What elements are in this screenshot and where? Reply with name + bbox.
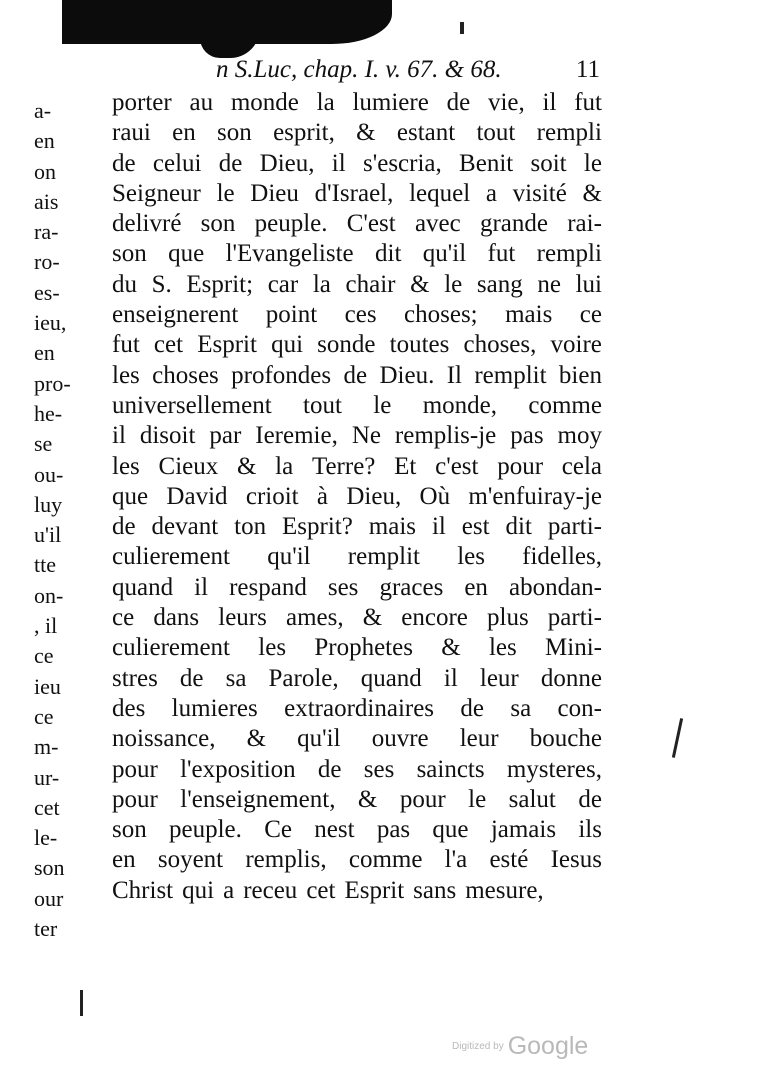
text-word: remplis-je bbox=[394, 422, 497, 450]
text-word: Seigneur bbox=[112, 179, 201, 207]
text-word: David bbox=[166, 482, 228, 510]
text-word: stres bbox=[112, 664, 158, 692]
text-word: par bbox=[209, 422, 242, 450]
text-word: fut bbox=[112, 331, 140, 359]
text-word: son bbox=[217, 119, 252, 147]
margin-fragment: son bbox=[34, 855, 65, 881]
text-word: qu'il bbox=[422, 240, 467, 268]
text-word: moy bbox=[557, 422, 602, 450]
stray-mark bbox=[672, 718, 683, 758]
text-word: point bbox=[265, 301, 318, 329]
text-word: & bbox=[246, 725, 267, 753]
text-word: abondan- bbox=[508, 573, 602, 601]
text-word: esprit, bbox=[273, 119, 335, 147]
text-word: en bbox=[172, 119, 196, 147]
text-word: ces bbox=[344, 301, 377, 329]
text-word: lumieres bbox=[171, 694, 258, 722]
text-word: mais bbox=[505, 301, 553, 329]
text-word: les bbox=[112, 361, 140, 389]
text-word: culierement bbox=[112, 634, 230, 662]
margin-fragment: he- bbox=[34, 400, 63, 426]
text-word: Dieu. bbox=[379, 361, 435, 389]
text-word: de bbox=[578, 785, 602, 813]
text-word: delivré bbox=[112, 210, 182, 238]
text-line bbox=[112, 603, 602, 633]
text-word: son bbox=[112, 240, 147, 268]
text-word: des bbox=[112, 694, 146, 722]
text-line bbox=[112, 239, 602, 269]
text-word: & bbox=[357, 785, 378, 813]
margin-fragment: u'il bbox=[34, 522, 62, 548]
text-line bbox=[112, 785, 602, 815]
text-word: Mini- bbox=[545, 634, 602, 662]
text-word: soit bbox=[530, 149, 567, 177]
margin-fragment: ce bbox=[34, 643, 54, 669]
text-line bbox=[112, 391, 602, 421]
text-word: à bbox=[316, 482, 329, 510]
text-word: leurs bbox=[218, 604, 267, 632]
text-word: il bbox=[112, 422, 126, 450]
text-word: comme bbox=[348, 846, 423, 874]
text-word: dans bbox=[153, 604, 200, 632]
text-word: plus bbox=[487, 604, 529, 632]
text-word: de bbox=[112, 513, 136, 541]
margin-fragment: m- bbox=[34, 734, 59, 760]
text-word: qui bbox=[271, 331, 304, 359]
text-word: ton bbox=[234, 513, 267, 541]
text-word: la bbox=[316, 89, 335, 116]
text-word: receu bbox=[243, 876, 298, 904]
text-word: il bbox=[194, 573, 209, 601]
text-line bbox=[112, 209, 602, 239]
text-word: Il bbox=[446, 361, 462, 389]
text-word: Cieux bbox=[158, 452, 219, 480]
text-word: respand bbox=[229, 573, 307, 601]
text-word: quand bbox=[112, 573, 174, 601]
text-word: & bbox=[356, 119, 376, 147]
text-line bbox=[112, 88, 602, 118]
text-word: Esprit; bbox=[186, 270, 254, 298]
text-word: extraordinaires bbox=[284, 694, 435, 722]
margin-fragment: a- bbox=[34, 98, 52, 123]
text-word: esté bbox=[489, 846, 529, 874]
text-line bbox=[112, 542, 602, 572]
text-word: Dieu bbox=[250, 179, 299, 207]
text-word: la bbox=[275, 452, 294, 480]
text-word: monde bbox=[230, 89, 299, 116]
text-word: lequel bbox=[409, 179, 471, 207]
text-word: bouche bbox=[529, 725, 602, 753]
text-line bbox=[112, 755, 602, 785]
text-line bbox=[112, 149, 602, 179]
text-word: Terre? bbox=[311, 452, 376, 480]
text-word: cela bbox=[561, 452, 602, 480]
text-word: remplit bbox=[347, 543, 420, 571]
text-word: Benit bbox=[459, 149, 514, 177]
text-word: culierement bbox=[112, 543, 230, 571]
text-word: Ne bbox=[351, 422, 381, 450]
text-word: rempli bbox=[536, 240, 602, 268]
text-word: ames, bbox=[285, 604, 344, 632]
digitized-watermark bbox=[452, 1032, 588, 1061]
text-line bbox=[112, 330, 602, 360]
text-word: leur bbox=[479, 664, 519, 692]
text-word: Esprit bbox=[344, 876, 405, 904]
text-word: Ieremie, bbox=[255, 422, 338, 450]
text-word: ouvre bbox=[371, 725, 429, 753]
text-word: Ce bbox=[264, 816, 292, 844]
text-word: S. bbox=[151, 270, 172, 298]
margin-fragment: cet bbox=[34, 794, 60, 820]
text-word: monde, bbox=[422, 391, 497, 419]
watermark-prefix: Digitized by bbox=[452, 1041, 504, 1052]
text-word: les bbox=[258, 634, 287, 662]
margin-fragment: on bbox=[34, 158, 56, 184]
text-word: Prophetes bbox=[314, 634, 413, 662]
text-word: Christ bbox=[112, 876, 174, 904]
margin-fragment: on- bbox=[34, 582, 64, 608]
text-word: disoit bbox=[139, 422, 196, 450]
margin-fragment: luy bbox=[34, 491, 63, 517]
text-word: l'a bbox=[444, 846, 468, 874]
text-word: que bbox=[432, 816, 469, 844]
text-line bbox=[112, 300, 602, 330]
margin-fragment: ter bbox=[34, 916, 58, 942]
text-word: peuple. bbox=[254, 210, 328, 238]
text-word: il bbox=[443, 664, 458, 692]
text-word: ne bbox=[537, 270, 561, 298]
text-word: qu'il bbox=[297, 725, 341, 753]
text-word: & bbox=[410, 270, 430, 298]
text-word: Esprit? bbox=[282, 513, 353, 541]
text-word: jamais bbox=[490, 816, 557, 844]
text-word: noissance, bbox=[112, 725, 216, 753]
text-word: salut bbox=[508, 785, 556, 813]
text-word: bien bbox=[558, 361, 602, 389]
text-word: le bbox=[373, 391, 392, 419]
text-word: enseignerent bbox=[112, 301, 239, 329]
text-word: pas bbox=[376, 816, 411, 844]
margin-fragment: en bbox=[34, 340, 55, 366]
text-word: a bbox=[485, 179, 497, 207]
text-word: est bbox=[461, 513, 490, 541]
text-word: donne bbox=[540, 664, 602, 692]
text-word: fut bbox=[574, 89, 602, 116]
text-word: de bbox=[317, 755, 342, 783]
text-word: profondes bbox=[231, 361, 332, 389]
text-word: le bbox=[468, 785, 487, 813]
text-word: ce bbox=[112, 604, 135, 632]
margin-fragment: ieu, bbox=[34, 310, 67, 336]
margin-fragment: se bbox=[34, 431, 53, 457]
text-line bbox=[112, 118, 602, 148]
text-word: avec bbox=[414, 210, 461, 238]
text-word: crioit bbox=[245, 482, 299, 510]
margin-fragment: ra- bbox=[34, 219, 59, 245]
text-word: ses bbox=[327, 573, 359, 601]
text-word: graces bbox=[379, 573, 444, 601]
text-word: mesure, bbox=[465, 876, 544, 904]
text-word: rai- bbox=[567, 210, 602, 238]
text-line bbox=[112, 694, 602, 724]
margin-fragment: es- bbox=[34, 279, 60, 305]
text-word: porter bbox=[112, 89, 172, 116]
text-word: de bbox=[343, 361, 368, 389]
text-word: le bbox=[583, 149, 602, 177]
text-word: Et bbox=[394, 452, 417, 480]
text-line bbox=[112, 876, 602, 906]
margin-fragment: le- bbox=[34, 825, 58, 851]
text-word: raui bbox=[112, 119, 151, 147]
text-word: cet bbox=[153, 331, 184, 359]
text-word: de bbox=[218, 149, 243, 177]
main-text-block bbox=[112, 88, 602, 906]
text-word: remplit bbox=[474, 361, 547, 389]
text-word: pas bbox=[510, 422, 544, 450]
text-word: les bbox=[488, 634, 517, 662]
text-word: dit bbox=[375, 240, 402, 268]
text-word: cet bbox=[306, 876, 336, 904]
text-word: sang bbox=[476, 270, 523, 298]
text-word: & bbox=[582, 179, 602, 207]
text-word: mysteres, bbox=[506, 755, 602, 783]
margin-fragment: our bbox=[34, 885, 64, 911]
text-word: comme bbox=[528, 391, 602, 419]
text-word: de bbox=[179, 664, 204, 692]
text-word: choses; bbox=[404, 301, 478, 329]
text-line bbox=[112, 421, 602, 451]
text-word: mais bbox=[368, 513, 416, 541]
text-word: qu'il bbox=[267, 543, 311, 571]
text-word: les bbox=[112, 452, 140, 480]
text-word: soyent bbox=[157, 846, 224, 874]
text-word: sa bbox=[225, 664, 247, 692]
text-word: fut bbox=[487, 240, 516, 268]
margin-fragment: ieu bbox=[34, 673, 61, 699]
left-margin-bleed bbox=[34, 96, 74, 944]
text-word: C'est bbox=[346, 210, 396, 238]
text-word: il bbox=[331, 149, 346, 177]
text-word: & bbox=[441, 634, 461, 662]
text-word: quand bbox=[360, 664, 422, 692]
text-line bbox=[112, 512, 602, 542]
text-word: Iesus bbox=[550, 846, 602, 874]
text-word: sonde bbox=[317, 331, 376, 359]
text-word: de bbox=[460, 694, 484, 722]
text-word: sa bbox=[510, 694, 532, 722]
text-word: pour bbox=[112, 755, 158, 783]
text-word: les bbox=[457, 543, 485, 571]
text-word: s'escria, bbox=[362, 149, 442, 177]
running-title: n S.Luc, chap. I. v. 67. & 68. bbox=[216, 56, 502, 83]
text-line bbox=[112, 270, 602, 300]
text-line bbox=[112, 845, 602, 875]
text-line bbox=[112, 452, 602, 482]
text-word: devant bbox=[151, 513, 219, 541]
margin-fragment: ou- bbox=[34, 461, 64, 487]
text-word: universellement bbox=[112, 391, 272, 419]
text-word: qui bbox=[182, 876, 215, 904]
text-word: estant bbox=[396, 119, 456, 147]
text-word: de bbox=[446, 89, 471, 116]
margin-fragment: ce bbox=[34, 703, 54, 729]
text-word: Parole, bbox=[268, 664, 339, 692]
text-word: dit bbox=[505, 513, 532, 541]
text-word: saincts bbox=[416, 755, 485, 783]
text-word: vie, bbox=[487, 89, 525, 116]
text-word: pour bbox=[112, 785, 158, 813]
text-word: c'est bbox=[435, 452, 479, 480]
text-line bbox=[112, 482, 602, 512]
text-word: m'enfuiray-je bbox=[468, 482, 602, 510]
text-word: celui bbox=[152, 149, 202, 177]
text-word: il bbox=[542, 89, 557, 116]
text-word: sans bbox=[413, 876, 457, 904]
text-line bbox=[112, 633, 602, 663]
text-word: rempli bbox=[536, 119, 602, 147]
text-word: Dieu, bbox=[259, 149, 315, 177]
text-word: en bbox=[112, 846, 136, 874]
margin-fragment: ro- bbox=[34, 249, 60, 275]
text-word: pour bbox=[497, 452, 544, 480]
text-word: lui bbox=[575, 270, 602, 298]
text-word: Esprit bbox=[197, 331, 257, 359]
text-word: & bbox=[236, 452, 257, 480]
text-line bbox=[112, 724, 602, 754]
text-line bbox=[112, 664, 602, 694]
text-word: que bbox=[112, 482, 149, 510]
stray-mark bbox=[460, 22, 464, 34]
text-word: de bbox=[112, 149, 136, 177]
text-word: parti- bbox=[547, 513, 602, 541]
text-word: son bbox=[112, 816, 147, 844]
google-logo: Google bbox=[507, 1032, 589, 1060]
text-word: l'exposition bbox=[180, 755, 296, 783]
text-word: ce bbox=[579, 301, 602, 329]
margin-fragment: , il bbox=[34, 613, 58, 639]
text-word: parti- bbox=[547, 604, 602, 632]
margin-fragment: ur- bbox=[34, 764, 60, 790]
text-line bbox=[112, 361, 602, 391]
text-word: choses bbox=[152, 361, 219, 389]
text-word: ils bbox=[578, 816, 602, 844]
text-word: pour bbox=[399, 785, 446, 813]
text-word: grande bbox=[479, 210, 548, 238]
margin-fragment: tte bbox=[34, 552, 56, 578]
text-word: encore bbox=[401, 604, 468, 632]
text-word: choses, bbox=[463, 331, 537, 359]
text-word: le bbox=[216, 179, 235, 207]
text-word: Où bbox=[419, 482, 451, 510]
text-word: son bbox=[200, 210, 236, 238]
text-word: Dieu, bbox=[346, 482, 402, 510]
text-word: ses bbox=[363, 755, 395, 783]
stray-mark bbox=[80, 990, 83, 1016]
margin-fragment: pro- bbox=[34, 370, 71, 396]
text-word: peuple. bbox=[169, 816, 242, 844]
text-word: le bbox=[444, 270, 463, 298]
text-word: toutes bbox=[389, 331, 450, 359]
text-line bbox=[112, 573, 602, 603]
text-word: lumiere bbox=[352, 89, 429, 116]
margin-fragment: ais bbox=[34, 188, 59, 214]
text-word: remplis, bbox=[245, 846, 327, 874]
text-word: con- bbox=[557, 694, 602, 722]
text-word: en bbox=[464, 573, 488, 601]
text-line bbox=[112, 179, 602, 209]
text-word: la bbox=[312, 270, 331, 298]
text-word: tout bbox=[303, 391, 342, 419]
ink-blot bbox=[200, 28, 260, 58]
text-word: & bbox=[362, 604, 383, 632]
text-word: chair bbox=[345, 270, 396, 298]
text-word: d'Israel, bbox=[314, 179, 394, 207]
text-word: visité bbox=[512, 179, 567, 207]
running-header bbox=[130, 56, 600, 88]
text-word: que bbox=[168, 240, 205, 268]
text-word: nest bbox=[314, 816, 355, 844]
text-word: voire bbox=[550, 331, 602, 359]
text-word: il bbox=[431, 513, 446, 541]
margin-fragment: en bbox=[34, 128, 55, 154]
text-line bbox=[112, 815, 602, 845]
text-word: du bbox=[112, 270, 137, 298]
text-word: au bbox=[189, 89, 214, 116]
text-word: car bbox=[267, 270, 299, 298]
text-word: leur bbox=[459, 725, 499, 753]
text-word: fidelles, bbox=[522, 543, 602, 571]
page-number: 11 bbox=[575, 56, 600, 83]
text-word: l'Evangeliste bbox=[225, 240, 354, 268]
text-word: tout bbox=[476, 119, 516, 147]
text-word: a bbox=[223, 876, 235, 904]
text-word: l'enseignement, bbox=[180, 785, 336, 813]
